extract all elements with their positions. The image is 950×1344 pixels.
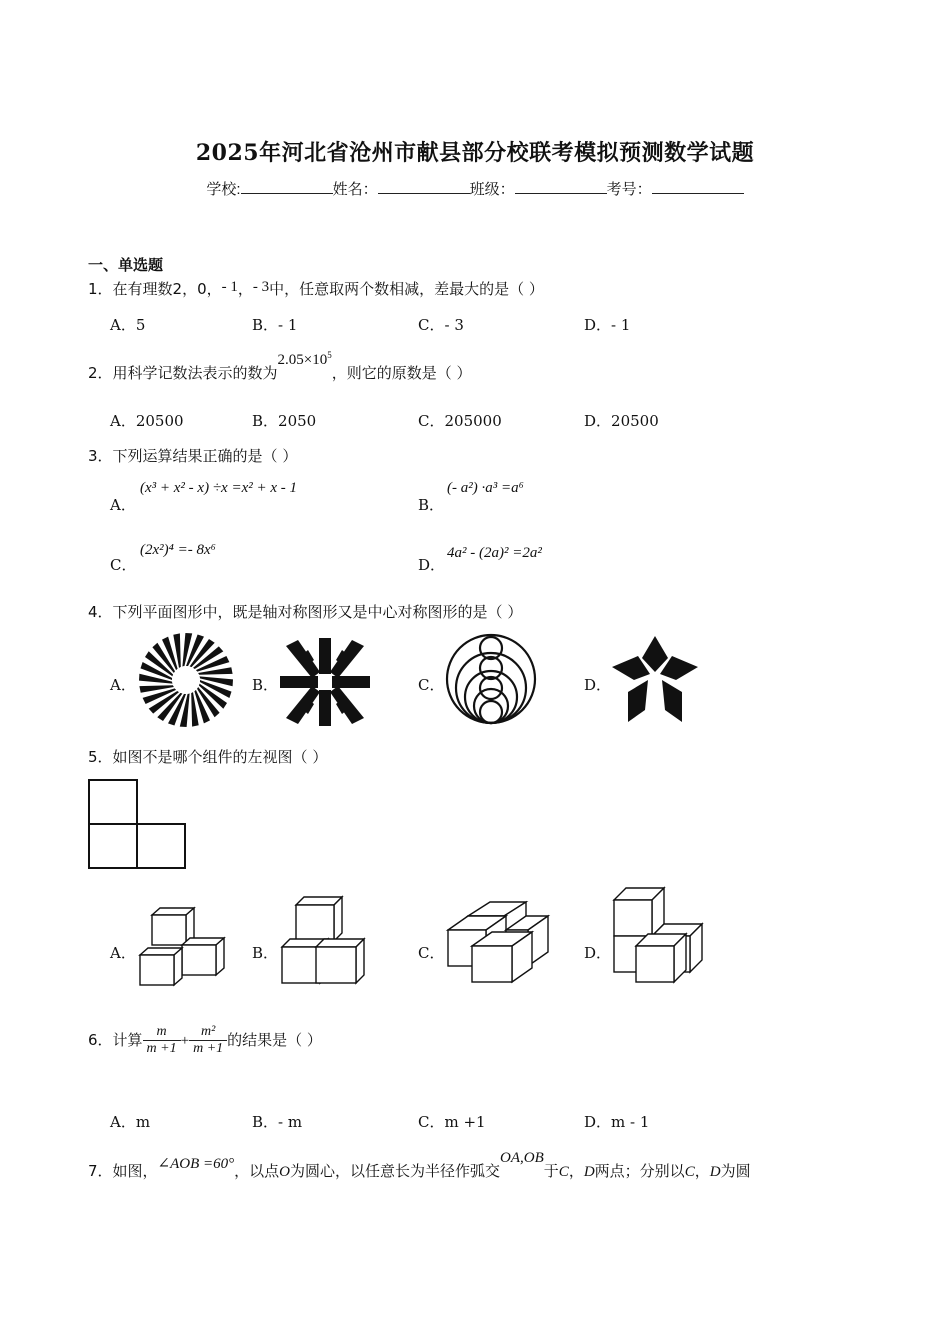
q6-plus: +	[180, 1033, 190, 1049]
sunburst-ray	[182, 633, 192, 667]
question-6-stem	[88, 1024, 322, 1057]
class-blank[interactable]	[515, 179, 607, 194]
q2-text-b: ，则它的原数是（ ）	[331, 364, 472, 382]
q7-sep: ，	[568, 1162, 584, 1180]
q5-option-a-label[interactable]: A．	[110, 944, 136, 962]
q6-frac2-num: m²	[189, 1024, 227, 1041]
q2-expr-base: 2.05×10	[277, 352, 328, 368]
q1-option-c[interactable]: C．- 3	[418, 316, 464, 334]
q6-frac1-num: m	[143, 1024, 181, 1041]
q7-text-a: 7．如图，	[88, 1162, 158, 1180]
school-blank[interactable]	[241, 179, 333, 194]
question-4-stem: 4．下列平面图形中，既是轴对称图形又是中心对称图形的是（ ）	[88, 603, 523, 621]
q7-text-b: ，以点	[234, 1162, 280, 1180]
school-label: 学校:	[206, 181, 241, 198]
q7-point-d: D	[583, 1164, 595, 1180]
q2-option-a[interactable]: A．20500	[110, 412, 184, 430]
question-1-stem	[88, 278, 544, 299]
q4-option-b-label[interactable]: B．	[252, 676, 279, 694]
q6-text-b: 的结果是（ ）	[227, 1031, 322, 1049]
q7-angle: ∠AOB =60°	[157, 1156, 235, 1172]
name-label: 姓名：	[332, 181, 378, 198]
sunburst-ray	[139, 674, 173, 684]
q3-option-a-label[interactable]: A．	[110, 496, 136, 514]
question-5-stem: 5．如图不是哪个组件的左视图（ ）	[88, 748, 328, 766]
q3-option-c-expr: (2x²)⁴ =- 8x⁶	[140, 542, 216, 558]
q3-option-d-expr: 4a² - (2a)² =2a²	[447, 545, 542, 561]
page-title: 2025年河北省沧州市献县部分校联考模拟预测数学试题	[195, 140, 755, 166]
q7-point-d2: D	[709, 1164, 721, 1180]
q4-option-c-label[interactable]: C．	[418, 676, 445, 694]
q6-frac1-den: m +1	[146, 1041, 177, 1056]
q6-option-d[interactable]: D．m - 1	[584, 1113, 650, 1131]
q6-fraction-2	[189, 1024, 227, 1057]
q7-point-c: C	[558, 1164, 569, 1180]
q1-text-b: 中，任意取两个数相减，差最大的是（ ）	[269, 280, 544, 298]
q3-option-b-label[interactable]: B．	[418, 496, 445, 514]
q7-point-c2: C	[684, 1164, 695, 1180]
question-3-stem: 3．下列运算结果正确的是（ ）	[88, 447, 298, 465]
sunburst-ray	[180, 694, 190, 728]
q1-option-d[interactable]: D．- 1	[584, 316, 631, 334]
q2-option-c[interactable]: C．205000	[418, 412, 502, 430]
q6-frac2-den: m +1	[193, 1041, 224, 1056]
q4-figure-b-snowflake[interactable]	[278, 636, 372, 728]
q1-value-1: - 1	[221, 279, 238, 295]
q5-figure-d-cubes[interactable]	[612, 886, 706, 986]
q5-figure-a-cubes[interactable]	[138, 905, 228, 987]
q1-sep: ，	[237, 280, 253, 298]
q7-sep2: ，	[694, 1162, 710, 1180]
name-blank[interactable]	[378, 179, 470, 194]
q4-figure-d-star[interactable]	[610, 634, 700, 724]
q7-text-c: 为圆心，以任意长为半径作弧交	[290, 1162, 501, 1180]
q5-option-d-label[interactable]: D．	[584, 944, 612, 962]
q3-option-c-label[interactable]: C．	[110, 556, 137, 574]
q1-text-a: 1．在有理数2，0，	[88, 280, 222, 298]
q1-option-a[interactable]: A．5	[110, 316, 146, 334]
q4-option-a-label[interactable]: A．	[110, 676, 136, 694]
section-heading: 一、单选题	[88, 256, 164, 274]
q6-text-a: 6．计算	[88, 1031, 143, 1049]
q2-option-b[interactable]: B．2050	[252, 412, 317, 430]
q7-text-f: 为圆	[720, 1162, 751, 1180]
q7-rays: OA,OB	[500, 1150, 544, 1166]
q3-option-b-expr: (- a²) ·a³ =a⁶	[447, 480, 524, 496]
question-7-stem	[88, 1150, 751, 1181]
q6-option-a[interactable]: A．m	[110, 1113, 151, 1131]
q5-figure-c-cubes[interactable]	[446, 900, 550, 984]
q5-option-b-label[interactable]: B．	[252, 944, 279, 962]
q7-text-e: 两点；分别以	[594, 1162, 685, 1180]
q3-option-d-label[interactable]: D．	[418, 556, 446, 574]
q4-figure-c-circles[interactable]	[444, 632, 538, 726]
q1-value-2: - 3	[252, 279, 270, 295]
sunburst-ray	[200, 676, 234, 686]
q3-option-a-expr: (x³ + x² - x) ÷x =x² + x - 1	[140, 480, 298, 496]
q2-text-a: 2．用科学记数法表示的数为	[88, 364, 278, 382]
number-label: 考号：	[606, 181, 652, 198]
class-label: 班级：	[469, 181, 515, 198]
q1-option-b[interactable]: B．- 1	[252, 316, 298, 334]
q2-option-d[interactable]: D．20500	[584, 412, 659, 430]
q4-figure-a-sunburst[interactable]	[138, 632, 234, 728]
q7-text-d: 于	[543, 1162, 559, 1180]
q6-fraction-1	[143, 1024, 181, 1057]
student-info	[0, 178, 950, 199]
q5-option-c-label[interactable]: C．	[418, 944, 445, 962]
q5-left-view-figure	[88, 779, 186, 869]
q2-expr-exp: 5	[327, 350, 332, 360]
q5-figure-b-cubes[interactable]	[280, 895, 370, 985]
number-blank[interactable]	[652, 179, 744, 194]
q7-point-o: O	[279, 1164, 291, 1180]
q6-option-c[interactable]: C．m +1	[418, 1113, 486, 1131]
q6-option-b[interactable]: B．- m	[252, 1113, 303, 1131]
q4-option-d-label[interactable]: D．	[584, 676, 612, 694]
